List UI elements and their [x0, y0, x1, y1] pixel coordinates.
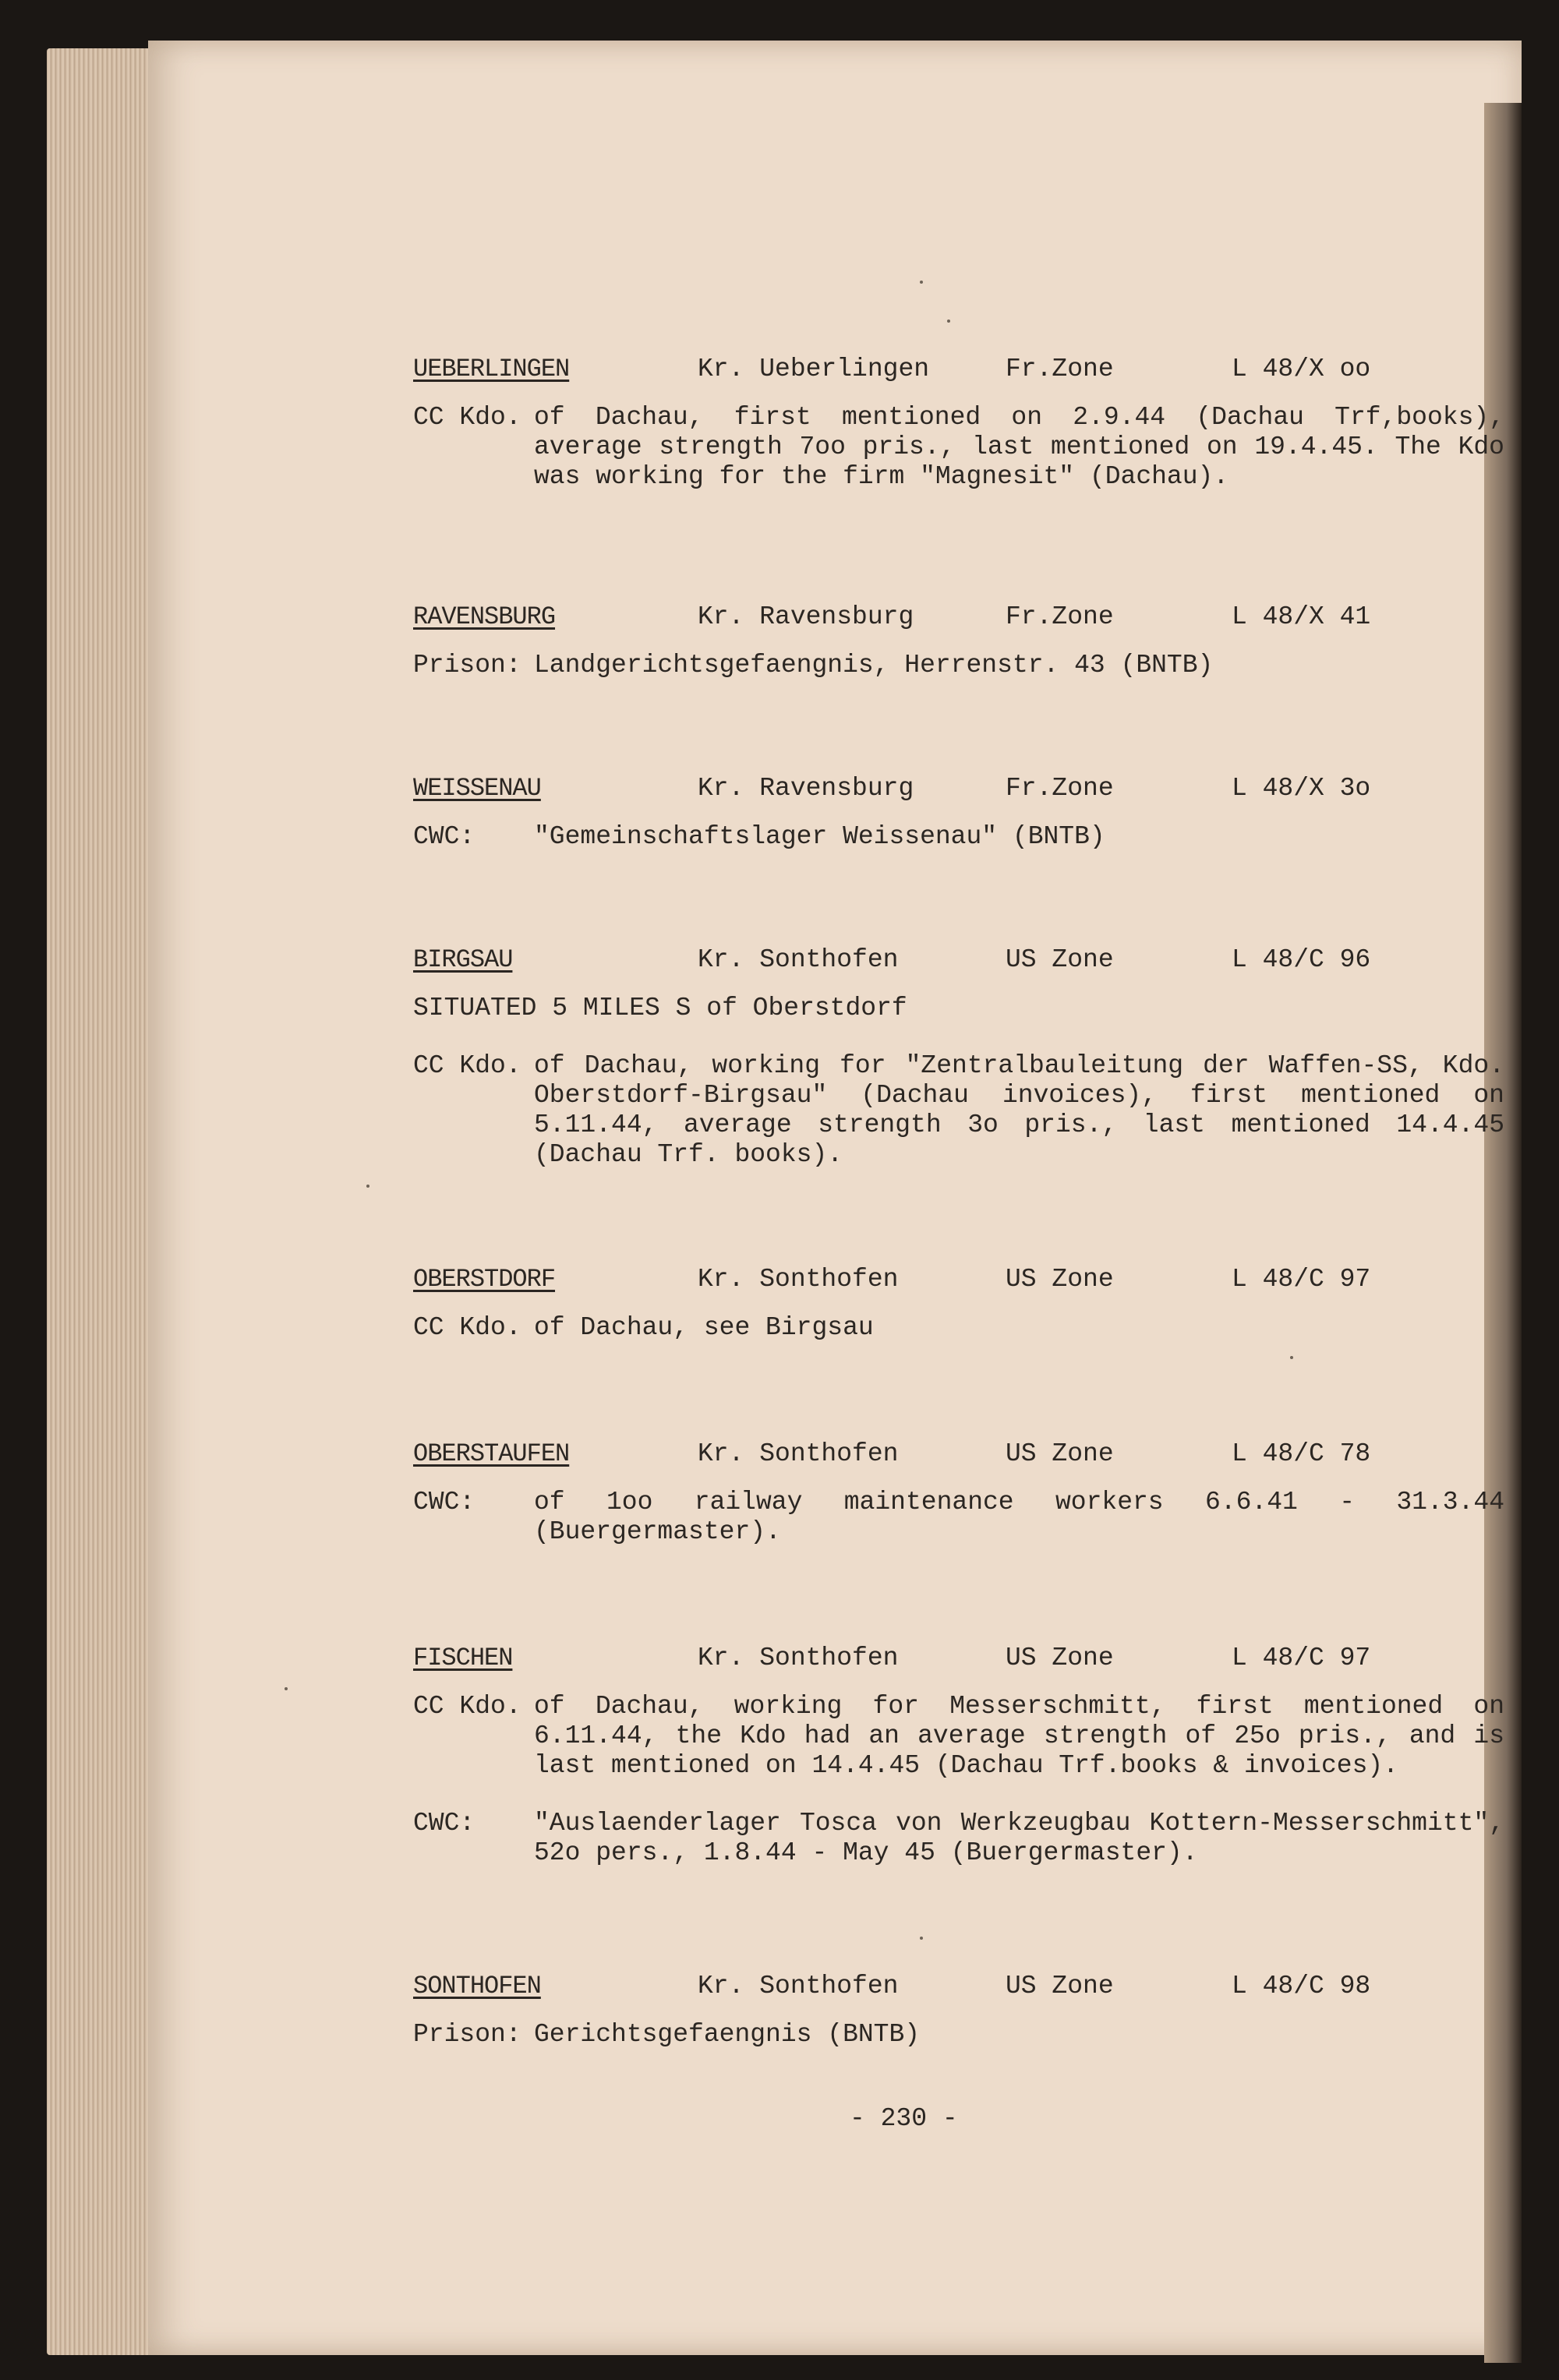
map-reference: L 48/C 97 — [1232, 1644, 1371, 1672]
map-reference: L 48/X oo — [1232, 355, 1371, 383]
line-label: CC Kdo. — [413, 1313, 521, 1342]
entry-birgsau — [413, 945, 1520, 1170]
zone: US Zone — [1006, 1439, 1114, 1468]
district: Kr. Sonthofen — [698, 1972, 899, 2000]
district: Kr. Ravensburg — [698, 774, 914, 803]
district: Kr. Sonthofen — [698, 945, 899, 974]
zone: Fr.Zone — [1006, 355, 1114, 383]
district: Kr. Ueberlingen — [698, 355, 930, 383]
entry-fischen — [413, 1644, 1520, 1868]
paper-speck — [285, 1687, 288, 1690]
place-name: OBERSTAUFEN — [413, 1439, 570, 1468]
line-label: CC Kdo. — [413, 1051, 521, 1080]
map-reference: L 48/C 98 — [1232, 1972, 1371, 2000]
entry-header — [413, 355, 1520, 386]
line-label: CWC: — [413, 822, 475, 851]
line-label: CWC: — [413, 1809, 475, 1838]
zone: US Zone — [1006, 1972, 1114, 2000]
map-reference: L 48/C 97 — [1232, 1265, 1371, 1294]
place-name: RAVENSBURG — [413, 602, 556, 631]
entry-header — [413, 945, 1520, 976]
map-reference: L 48/C 96 — [1232, 945, 1371, 974]
map-reference: L 48/X 3o — [1232, 774, 1371, 803]
line-label: Prison: — [413, 651, 521, 680]
paper-speck — [1290, 1356, 1293, 1359]
entry-line — [413, 994, 1520, 1023]
district: Kr. Ravensburg — [698, 602, 914, 631]
place-name: FISCHEN — [413, 1644, 513, 1672]
place-name: UEBERLINGEN — [413, 355, 570, 383]
entry-header — [413, 1644, 1520, 1675]
line-text: of Dachau, working for "Zentralbauleitung der Waffen-SS, Kdo. Oberstdorf-Birgsau" (Dachau invoices), first mentioned on 5.11.44, average strength 3o pris., last mentioned 14.4.45 (Dachau Trf. books). — [534, 1051, 1504, 1169]
entry-weissenau — [413, 774, 1520, 852]
paper-speck — [920, 1937, 923, 1940]
line-label: CC Kdo. — [413, 1692, 521, 1721]
entry-line — [413, 651, 1520, 680]
place-name: WEISSENAU — [413, 774, 541, 803]
line-label: CWC: — [413, 1488, 475, 1517]
paper-speck — [366, 1185, 369, 1188]
line-text: of Dachau, first mentioned on 2.9.44 (Dachau Trf,books), average strength 7oo pris., last mentioned on 19.4.45. The Kdo was working for the firm "Magnesit" (Dachau). — [534, 403, 1504, 491]
entry-line — [413, 1488, 1520, 1547]
entry-ravensburg — [413, 602, 1520, 680]
place-name: BIRGSAU — [413, 945, 513, 974]
line-text: SITUATED 5 MILES S of Oberstdorf — [413, 994, 907, 1022]
district: Kr. Sonthofen — [698, 1439, 899, 1468]
entry-header — [413, 1972, 1520, 2003]
entry-sonthofen — [413, 1972, 1520, 2050]
line-text: of Dachau, working for Messerschmitt, first mentioned on 6.11.44, the Kdo had an average strength of 25o pris., and is last mentioned on 14.4.45 (Dachau Trf.books & invoices). — [534, 1692, 1504, 1780]
zone: US Zone — [1006, 1644, 1114, 1672]
district: Kr. Sonthofen — [698, 1644, 899, 1672]
line-text: "Auslaenderlager Tosca von Werkzeugbau Kottern-Messerschmitt", 52o pers., 1.8.44 - May 45 (Buergermaster). — [534, 1809, 1504, 1867]
paper-speck — [947, 320, 950, 323]
place-name: SONTHOFEN — [413, 1972, 541, 2000]
entry-line — [413, 2020, 1520, 2050]
place-name: OBERSTDORF — [413, 1265, 556, 1294]
line-label: Prison: — [413, 2020, 521, 2049]
entry-line — [413, 1692, 1520, 1781]
entry-header — [413, 602, 1520, 634]
zone: US Zone — [1006, 1265, 1114, 1294]
entry-oberstaufen — [413, 1439, 1520, 1547]
entry-line — [413, 1809, 1520, 1868]
line-text: of Dachau, see Birgsau — [534, 1313, 874, 1342]
entry-header — [413, 774, 1520, 805]
entry-ueberlingen — [413, 355, 1520, 492]
line-text: Landgerichtsgefaengnis, Herrenstr. 43 (BNTB) — [534, 651, 1214, 680]
zone: Fr.Zone — [1006, 774, 1114, 803]
map-reference: L 48/X 41 — [1232, 602, 1371, 631]
line-text: of 1oo railway maintenance workers 6.6.41 - 31.3.44 (Buergermaster). — [534, 1488, 1504, 1546]
line-label: CC Kdo. — [413, 403, 521, 432]
entry-header — [413, 1265, 1520, 1296]
paper-speck — [920, 281, 923, 284]
entry-oberstdorf — [413, 1265, 1520, 1343]
entry-line — [413, 403, 1520, 492]
zone: Fr.Zone — [1006, 602, 1114, 631]
line-text: "Gemeinschaftslager Weissenau" (BNTB) — [534, 822, 1105, 851]
entry-line — [413, 1051, 1520, 1170]
page-number: - 230 - — [850, 2104, 958, 2133]
line-text: Gerichtsgefaengnis (BNTB) — [534, 2020, 921, 2049]
district: Kr. Sonthofen — [698, 1265, 899, 1294]
entry-line — [413, 1313, 1520, 1343]
map-reference: L 48/C 78 — [1232, 1439, 1371, 1468]
entry-line — [413, 822, 1520, 852]
zone: US Zone — [1006, 945, 1114, 974]
entry-header — [413, 1439, 1520, 1471]
